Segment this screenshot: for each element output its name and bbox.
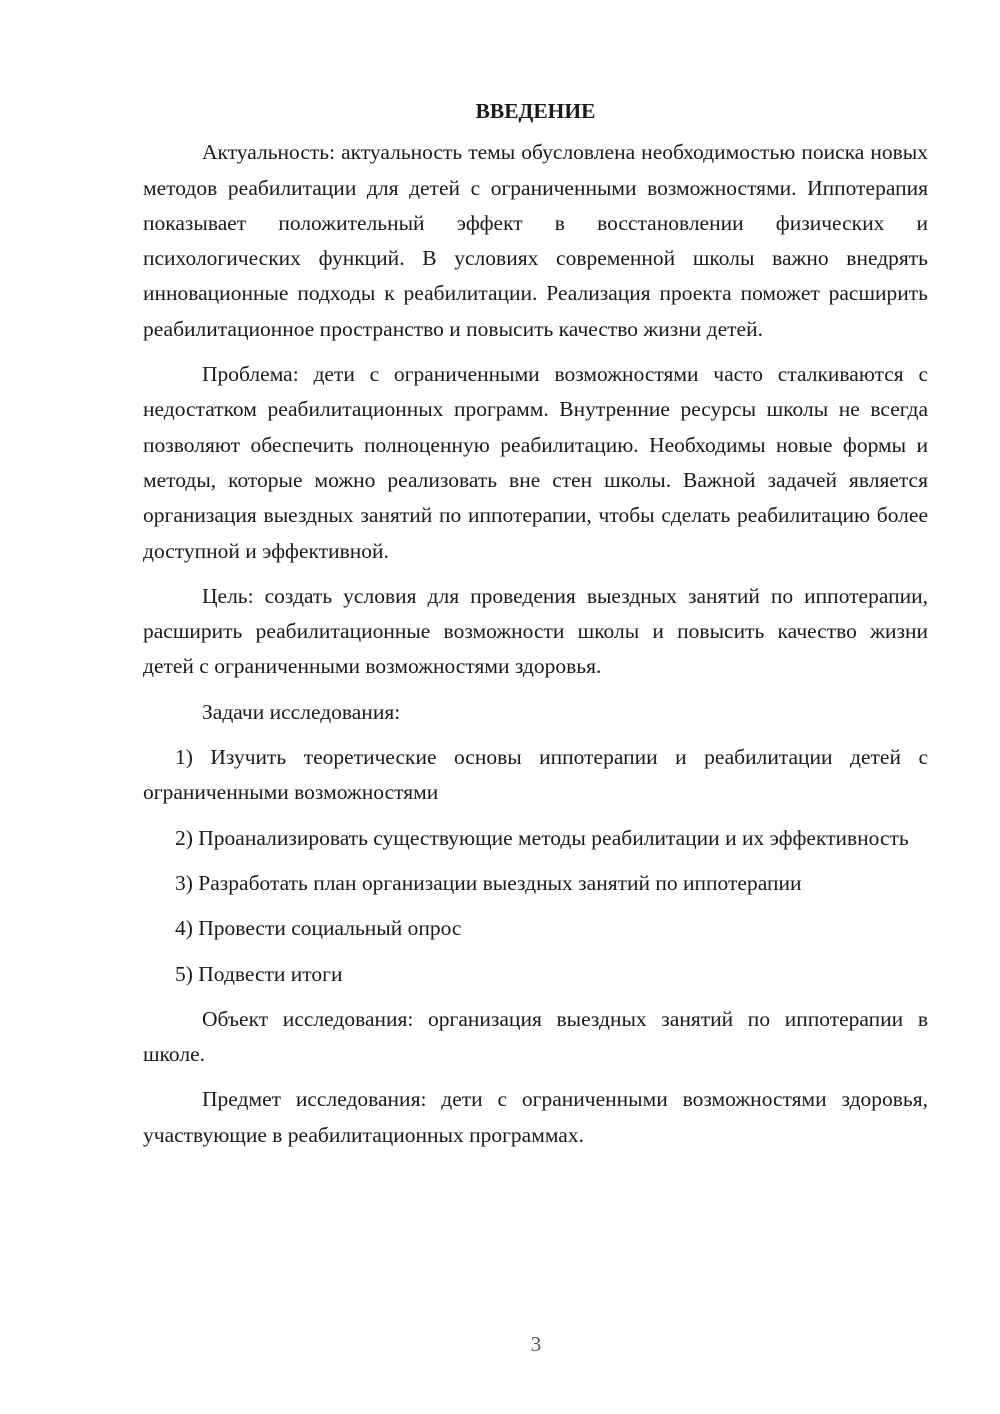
page-title: ВВЕДЕНИЕ xyxy=(475,99,596,123)
task-item: 1) Изучить теоретические основы иппотерапии и реабилитации детей с ограниченными возможностями xyxy=(143,745,928,805)
task-item: 4) Провести социальный опрос xyxy=(175,916,462,941)
page-number: 3 xyxy=(530,1332,542,1356)
tasks-heading: Задачи исследования: xyxy=(202,699,401,724)
subject-paragraph: Предмет исследования: дети с ограниченными возможностями здоровья, участвующие в реабилитационных программах. xyxy=(143,1087,928,1147)
task-item: 5) Подвести итоги xyxy=(175,961,343,986)
task-item: 3) Разработать план организации выездных занятий по иппотерапии xyxy=(175,870,802,895)
document-page xyxy=(143,94,928,1163)
goal-paragraph: Цель: создать условия для проведения выездных занятий по иппотерапии, расширить реабилитационные возможности школы и повысить качество жизни детей с ограниченными возможностями здоровья. xyxy=(143,583,928,679)
task-item: 2) Проанализировать существующие методы реабилитации и их эффективность xyxy=(175,825,909,850)
object-paragraph: Объект исследования: организация выездных занятий по иппотерапии в школе. xyxy=(143,1006,928,1067)
relevance-paragraph: Актуальность: актуальность темы обусловлена необходимостью поиска новых методов реабилитации для детей с ограниченными возможностями. Иппотерапия показывает положительный эффект в восстановлении физических и психологических функций. В условиях современной школы важно внедрять инновационные подходы к реабилитации. Реализация проекта поможет расширить реабилитационное пространство и повысить качество жизни детей. xyxy=(143,140,928,341)
problem-paragraph: Проблема: дети с ограниченными возможностями часто сталкиваются с недостатком реабилитационных программ. Внутренние ресурсы школы не всегда позволяют обеспечить полноценную реабилитацию. Необходимы новые формы и методы, которые можно реализовать вне стен школы. Важной задачей является организация выездных занятий по иппотерапии, чтобы сделать реабилитацию более доступной и эффективной. xyxy=(143,362,928,563)
